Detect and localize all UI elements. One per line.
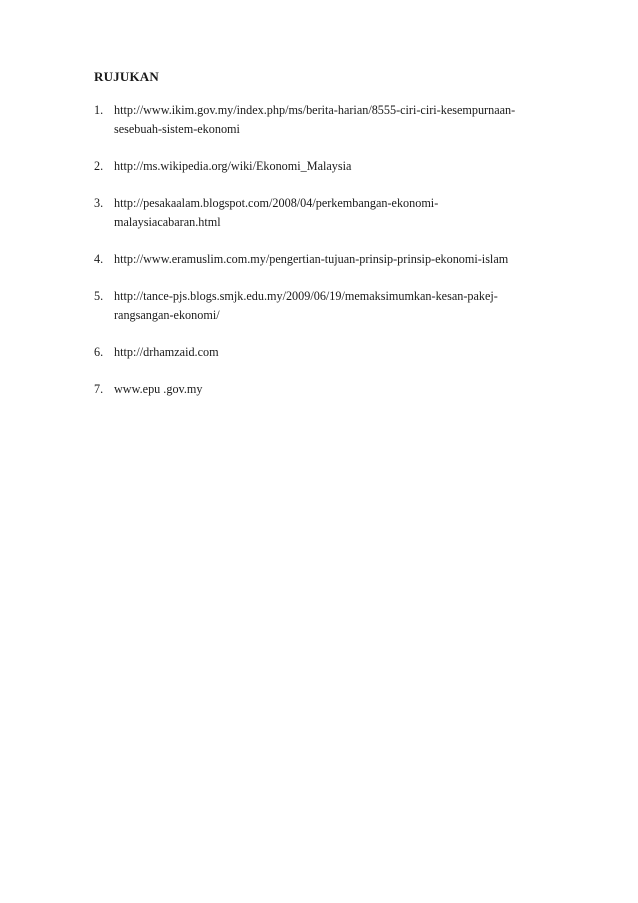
reference-number: 6.	[94, 345, 104, 359]
reference-item-3	[94, 194, 554, 232]
reference-number: 3.	[94, 196, 104, 210]
reference-item-4	[94, 250, 554, 269]
reference-url-line: www.epu .gov.my	[114, 382, 203, 396]
reference-url-line: http://ms.wikipedia.org/wiki/Ekonomi_Malaysia	[114, 159, 352, 173]
reference-number: 7.	[94, 382, 104, 396]
reference-item-2	[94, 157, 554, 176]
reference-list	[94, 101, 554, 417]
reference-url-line: http://tance-pjs.blogs.smjk.edu.my/2009/06/19/memaksimumkan-kesan-pakej-	[114, 289, 498, 303]
reference-item-7	[94, 380, 554, 399]
page-heading: RUJUKAN	[94, 69, 159, 84]
reference-item-6	[94, 343, 554, 362]
reference-url-line: http://pesakaalam.blogspot.com/2008/04/perkembangan-ekonomi-	[114, 196, 439, 210]
reference-url-line: malaysiacabaran.html	[114, 215, 221, 229]
reference-item-1	[94, 101, 554, 139]
reference-url-line: sesebuah-sistem-ekonomi	[114, 122, 240, 136]
reference-number: 2.	[94, 159, 104, 173]
reference-url-line: http://www.ikim.gov.my/index.php/ms/berita-harian/8555-ciri-ciri-kesempurnaan-	[114, 103, 516, 117]
reference-number: 5.	[94, 289, 104, 303]
reference-url-line: rangsangan-ekonomi/	[114, 308, 220, 322]
reference-url-line: http://www.eramuslim.com.my/pengertian-tujuan-prinsip-prinsip-ekonomi-islam	[114, 252, 509, 266]
reference-item-5	[94, 287, 554, 325]
reference-number: 1.	[94, 103, 104, 117]
reference-url-line: http://drhamzaid.com	[114, 345, 219, 359]
reference-number: 4.	[94, 252, 104, 266]
